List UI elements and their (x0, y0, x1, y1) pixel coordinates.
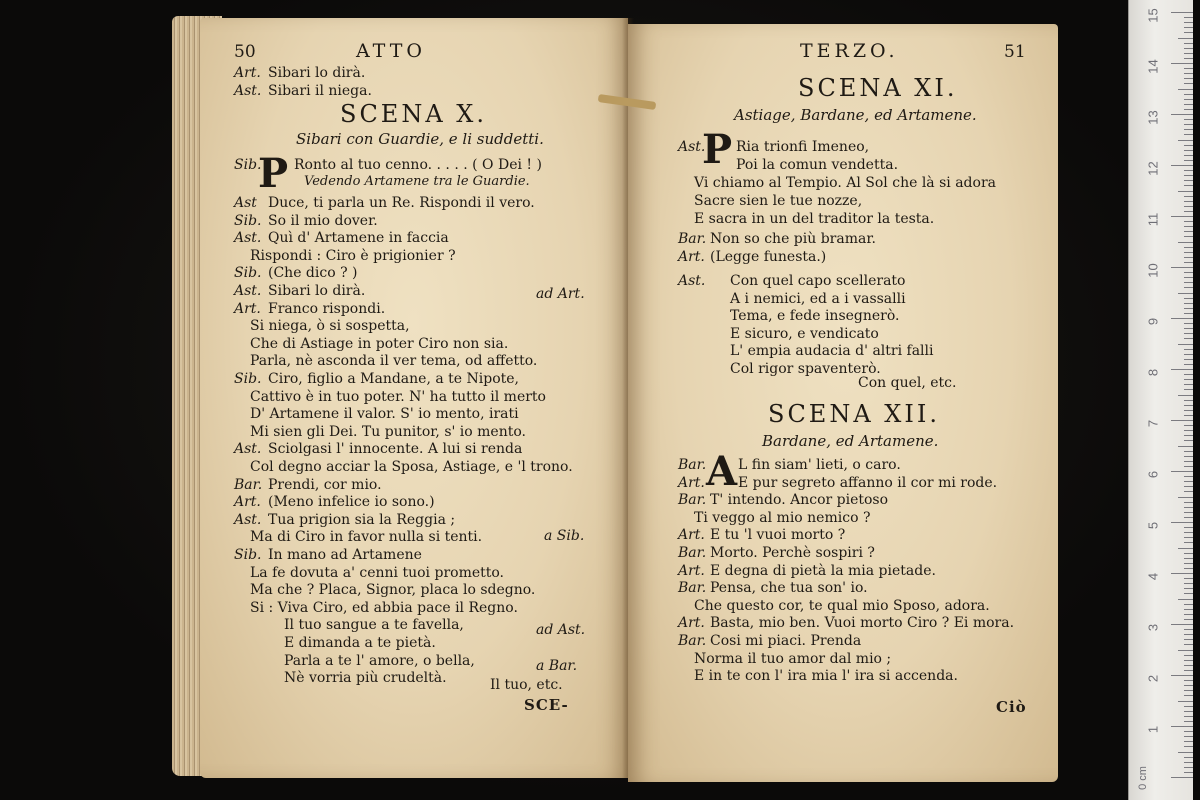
speaker-label: Sib. (234, 157, 262, 173)
ruler-tick (1178, 89, 1193, 90)
ruler-tick (1184, 160, 1193, 161)
ruler-tick (1178, 701, 1193, 702)
dialogue-line: Nè vorria più crudeltà. (284, 670, 447, 687)
drop-cap: P (702, 126, 733, 173)
ruler-tick (1184, 17, 1193, 18)
ruler-tick (1184, 262, 1193, 263)
ruler-tick (1171, 63, 1193, 64)
ruler-tick (1184, 762, 1193, 763)
ruler-tick (1171, 12, 1193, 13)
dialogue-line: E in te con l' ira mia l' ira si accenda. (694, 668, 958, 685)
ruler-tick (1184, 129, 1193, 130)
speaker-label: Sib. (234, 371, 262, 387)
speaker-label: Bar. (678, 492, 707, 509)
ruler-tick (1184, 32, 1193, 33)
ruler-tick (1184, 287, 1193, 288)
ruler-tick (1184, 670, 1193, 671)
scene-title: SCENA X. (340, 100, 487, 128)
page-number: 51 (1004, 42, 1026, 62)
dialogue-line: Si niega, ò si sospetta, (250, 318, 410, 335)
ruler-tick (1184, 308, 1193, 309)
dialogue-line: Vi chiamo al Tempio. Al Sol che là si adora (694, 175, 996, 191)
aria-verse: Tema, e fede insegnerò. (730, 308, 900, 324)
dialogue-line: (Meno infelice io sono.) (268, 494, 435, 511)
ruler-tick (1171, 216, 1193, 217)
dialogue-line: Rispondi : Ciro è prigionier ? (250, 247, 456, 264)
dialogue-line: Sciolgasi l' innocente. A lui si renda (268, 441, 523, 458)
dialogue-line: Parla a te l' amore, o bella, (284, 652, 475, 669)
dialogue-line: Morto. Perchè sospiri ? (710, 545, 875, 561)
dialogue-line: Cosi mi piaci. Prenda (710, 633, 862, 649)
ruler-label: 1 (1145, 725, 1161, 734)
ruler-tick (1184, 746, 1193, 747)
scene-title: SCENA XII. (768, 400, 940, 428)
speaker-label: Art. (678, 474, 705, 491)
ruler-label: 15 (1145, 8, 1161, 23)
ruler-label: 13 (1145, 110, 1161, 125)
ruler-tick (1184, 690, 1193, 691)
ruler-tick (1184, 247, 1193, 248)
ruler-tick (1184, 430, 1193, 431)
aside-direction: ad Art. (536, 286, 585, 302)
ruler-tick (1184, 634, 1193, 635)
ruler-tick (1171, 777, 1193, 778)
dialogue-line: Ma di Ciro in favor nulla si tenti. (250, 529, 483, 546)
ruler-label: 6 (1145, 470, 1161, 479)
ruler-tick (1184, 568, 1193, 569)
ruler-label: 5 (1145, 521, 1161, 530)
ruler-tick (1184, 328, 1193, 329)
ruler-tick (1184, 757, 1193, 758)
ruler-tick (1171, 420, 1193, 421)
speaker-label: Ast. (234, 83, 262, 99)
ruler-tick (1184, 741, 1193, 742)
ruler-tick (1184, 619, 1193, 620)
ruler-tick (1184, 400, 1193, 401)
aside-direction: a Sib. (544, 528, 585, 544)
dialogue-line: La fe dovuta a' cenni tuoi prometto. (250, 564, 505, 581)
ruler-tick (1184, 736, 1193, 737)
ruler-tick (1184, 313, 1193, 314)
ruler-tick (1171, 573, 1193, 574)
ruler-tick (1178, 140, 1193, 141)
ruler-tick (1184, 134, 1193, 135)
ruler-tick (1178, 599, 1193, 600)
ruler-tick (1184, 211, 1193, 212)
ruler-tick (1184, 73, 1193, 74)
left-page (200, 18, 628, 778)
da-capo: Il tuo, etc. (490, 677, 563, 693)
ruler-tick (1171, 624, 1193, 625)
speaker-label: Art. (234, 494, 261, 511)
ruler-tick (1184, 58, 1193, 59)
speaker-label: Sib. (234, 212, 262, 229)
dialogue-line: Sibari il niega. (268, 83, 372, 99)
ruler-tick (1184, 588, 1193, 589)
speaker-label: Art. (234, 300, 261, 317)
ruler-tick (1184, 425, 1193, 426)
ruler-tick (1184, 175, 1193, 176)
running-head: ATTO (356, 40, 426, 62)
ruler-tick (1184, 231, 1193, 232)
ruler-tick (1184, 476, 1193, 477)
drop-cap: P (258, 150, 289, 197)
dialogue-line: Ciro, figlio a Mandane, a te Nipote, (268, 371, 519, 387)
ruler-label: 11 (1145, 212, 1161, 227)
speaker-label: Bar. (678, 580, 707, 597)
ruler-tick (1178, 497, 1193, 498)
speaker-label: Art. (678, 527, 705, 544)
ruler-label: 4 (1145, 572, 1161, 581)
ruler-tick (1184, 364, 1193, 365)
ruler-tick (1178, 38, 1193, 39)
ruler-tick (1184, 68, 1193, 69)
stage-direction: Vedendo Artamene tra le Guardie. (304, 174, 530, 189)
drop-cap: A (706, 448, 738, 495)
aria-verse: Con quel capo scellerato (730, 273, 906, 289)
ruler-tick (1184, 354, 1193, 355)
speaker-label: Art. (678, 562, 705, 579)
ruler-tick (1178, 395, 1193, 396)
speaker-label: Ast. (234, 441, 262, 458)
ruler-tick (1184, 440, 1193, 441)
ruler-tick (1184, 185, 1193, 186)
running-head: TERZO. (800, 40, 899, 62)
da-capo: Con quel, etc. (858, 375, 957, 391)
ruler-tick (1184, 252, 1193, 253)
ruler-tick (1171, 471, 1193, 472)
ruler-tick (1171, 369, 1193, 370)
ruler-tick (1184, 578, 1193, 579)
ruler-label: 10 (1145, 263, 1161, 278)
ruler-tick (1184, 644, 1193, 645)
ruler-tick (1184, 405, 1193, 406)
speaker-label: Ast. (678, 139, 706, 155)
speaker-label: Art. (678, 249, 705, 265)
ruler-tick (1184, 685, 1193, 686)
dialogue-line: Franco rispondi. (268, 300, 386, 317)
catchword: Ciò (996, 698, 1027, 716)
ruler-label: 9 (1145, 317, 1161, 326)
ruler-tick (1178, 548, 1193, 549)
ruler-tick (1184, 221, 1193, 222)
dialogue-line: So il mio dover. (268, 212, 378, 229)
right-page (628, 24, 1058, 782)
dialogue-line: E degna di pietà la mia pietade. (710, 562, 936, 579)
ruler-tick (1184, 614, 1193, 615)
ruler-tick (1184, 282, 1193, 283)
speaker-label: Ast (234, 195, 257, 211)
ruler-tick (1184, 78, 1193, 79)
ruler-label: 3 (1145, 623, 1161, 632)
ruler-tick (1184, 384, 1193, 385)
ruler-tick (1184, 374, 1193, 375)
ruler-tick (1184, 27, 1193, 28)
dialogue-line: Ma che ? Placa, Signor, placa lo sdegno. (250, 582, 536, 599)
ruler-tick (1184, 716, 1193, 717)
dialogue-line: Tua prigion sia la Reggia ; (268, 511, 456, 528)
ruler-tick (1184, 558, 1193, 559)
speaker-label: Sib. (234, 547, 262, 563)
dialogue-line: Parla, nè asconda il ver tema, od affetto. (250, 353, 538, 370)
ruler-tick (1184, 772, 1193, 773)
ruler-tick (1184, 272, 1193, 273)
dialogue-line: Quì d' Artamene in faccia (268, 230, 449, 247)
dialogue-line: Ti veggo al mio nemico ? (694, 509, 871, 526)
ruler-tick (1184, 435, 1193, 436)
dialogue-line: T' intendo. Ancor pietoso (710, 492, 889, 509)
ruler-tick (1184, 201, 1193, 202)
speaker-label: Ast. (234, 230, 262, 247)
speaker-label: Bar. (678, 633, 707, 649)
aside-direction: ad Ast. (536, 622, 586, 638)
ruler-tick (1184, 99, 1193, 100)
ruler-tick (1171, 726, 1193, 727)
ruler-tick (1184, 680, 1193, 681)
ruler-tick (1184, 22, 1193, 23)
ruler-tick (1184, 502, 1193, 503)
dialogue-line: Il tuo sangue a te favella, (284, 617, 464, 634)
ruler-tick (1171, 114, 1193, 115)
ruler-tick (1184, 609, 1193, 610)
ruler-label: 12 (1145, 161, 1161, 176)
ruler-tick (1184, 593, 1193, 594)
ruler-tick (1184, 481, 1193, 482)
ruler-tick (1184, 298, 1193, 299)
ruler-tick (1184, 206, 1193, 207)
dialogue-line: Norma il tuo amor dal mio ; (694, 650, 892, 667)
page-number: 50 (234, 42, 256, 62)
ruler-tick (1184, 155, 1193, 156)
ruler-tick (1184, 542, 1193, 543)
ruler-tick (1184, 43, 1193, 44)
dialogue-line: Ronto al tuo cenno. . . . . ( O Dei ! ) (294, 157, 542, 173)
ruler-tick (1171, 165, 1193, 166)
dialogue-line: Mi sien gli Dei. Tu punitor, s' io mento. (250, 423, 526, 440)
ruler-tick (1184, 731, 1193, 732)
dialogue-line: Basta, mio ben. Vuoi morto Ciro ? Ei mora. (710, 615, 1015, 632)
ruler-tick (1184, 303, 1193, 304)
ruler-tick (1171, 267, 1193, 268)
ruler-tick (1184, 104, 1193, 105)
measurement-ruler (1128, 0, 1193, 800)
ruler-tick (1184, 170, 1193, 171)
ruler-tick (1184, 109, 1193, 110)
dialogue-line: E sacra in un del traditor la testa. (694, 211, 935, 227)
scene-subtitle: Bardane, ed Artamene. (762, 432, 939, 450)
ruler-tick (1184, 461, 1193, 462)
speaker-label: Bar. (234, 476, 263, 493)
dialogue-line: Prendi, cor mio. (268, 476, 382, 493)
ruler-tick (1184, 583, 1193, 584)
dialogue-line: Che di Astiage in poter Ciro non sia. (250, 335, 509, 352)
aria-verse: Col rigor spaventerò. (730, 360, 881, 377)
ruler-tick (1184, 512, 1193, 513)
dialogue-line: Sibari lo dirà. (268, 65, 366, 81)
ruler-tick (1171, 318, 1193, 319)
ruler-tick (1184, 83, 1193, 84)
speaker-label: Bar. (678, 457, 707, 473)
ruler-tick (1184, 119, 1193, 120)
ruler-tick (1184, 226, 1193, 227)
dialogue-line: Col degno acciar la Sposa, Astiage, e 'l trono. (250, 459, 573, 475)
speaker-label: Ast. (678, 273, 706, 289)
aria-verse: L' empia audacia d' altri falli (730, 343, 934, 359)
ruler-tick (1184, 721, 1193, 722)
dialogue-line: E pur segreto affanno il cor mi rode. (738, 474, 998, 491)
ruler-label: 14 (1145, 59, 1161, 74)
dialogue-line: D' Artamene il valor. S' io mento, irati (250, 406, 519, 423)
dialogue-line: Duce, ti parla un Re. Rispondi il vero. (268, 195, 535, 211)
catchword: SCE- (524, 696, 569, 714)
ruler-tick (1184, 180, 1193, 181)
ruler-label: 2 (1145, 674, 1161, 683)
dialogue-line: (Legge funesta.) (710, 249, 827, 265)
ruler-label: 8 (1145, 368, 1161, 377)
ruler-tick (1178, 242, 1193, 243)
aria-verse: E sicuro, e vendicato (730, 325, 879, 342)
ruler-tick (1184, 532, 1193, 533)
ruler-tick (1184, 338, 1193, 339)
ruler-tick (1184, 48, 1193, 49)
ruler-tick (1184, 145, 1193, 146)
ruler-tick (1184, 517, 1193, 518)
ruler-tick (1184, 257, 1193, 258)
ruler-tick (1171, 522, 1193, 523)
ruler-tick (1178, 191, 1193, 192)
speaker-label: Sib. (234, 265, 262, 282)
ruler-tick (1184, 537, 1193, 538)
ruler-tick (1184, 665, 1193, 666)
ruler-tick (1184, 466, 1193, 467)
ruler-tick (1184, 695, 1193, 696)
speaker-label: Bar. (678, 545, 707, 561)
speaker-label: Ast. (234, 283, 262, 299)
dialogue-line: L fin siam' lieti, o caro. (738, 457, 901, 473)
ruler-tick (1184, 415, 1193, 416)
ruler-tick (1184, 527, 1193, 528)
speaker-label: Bar. (678, 231, 707, 247)
aside-direction: a Bar. (536, 658, 578, 674)
ruler-tick (1184, 379, 1193, 380)
ruler-tick (1184, 333, 1193, 334)
ruler-tick (1184, 604, 1193, 605)
ruler-tick (1178, 650, 1193, 651)
ruler-tick (1184, 389, 1193, 390)
ruler-tick (1184, 486, 1193, 487)
ruler-tick (1184, 94, 1193, 95)
ruler-unit-label: 0 cm (1136, 766, 1149, 790)
dialogue-line: Cattivo è in tuo poter. N' ha tutto il merto (250, 388, 546, 405)
ruler-tick (1178, 752, 1193, 753)
ruler-tick (1184, 236, 1193, 237)
ruler-tick (1184, 507, 1193, 508)
dialogue-line: Non so che più bramar. (710, 231, 876, 247)
ruler-tick (1184, 767, 1193, 768)
ruler-tick (1184, 491, 1193, 492)
ruler-tick (1184, 53, 1193, 54)
speaker-label: Art. (234, 65, 261, 81)
ruler-tick (1171, 675, 1193, 676)
ruler-tick (1184, 655, 1193, 656)
dialogue-line: E tu 'l vuoi morto ? (710, 527, 846, 544)
scene-title: SCENA XI. (798, 74, 958, 102)
scene-subtitle: Sibari con Guardie, e li suddetti. (296, 130, 544, 148)
ruler-label: 7 (1145, 419, 1161, 428)
ruler-tick (1184, 150, 1193, 151)
dialogue-line: Ria trionfi Imeneo, (736, 139, 870, 155)
dialogue-line: In mano ad Artamene (268, 547, 422, 563)
ruler-tick (1184, 277, 1193, 278)
ruler-tick (1184, 553, 1193, 554)
ruler-tick (1184, 706, 1193, 707)
ruler-tick (1184, 629, 1193, 630)
ruler-tick (1178, 293, 1193, 294)
dialogue-line: Si : Viva Ciro, ed abbia pace il Regno. (250, 599, 518, 616)
aria-verse: A i nemici, ed a i vassalli (730, 290, 906, 307)
ruler-tick (1184, 359, 1193, 360)
dialogue-line: (Che dico ? ) (268, 265, 358, 282)
dialogue-line: Sacre sien le tue nozze, (694, 193, 863, 209)
ruler-tick (1184, 711, 1193, 712)
ruler-tick (1184, 451, 1193, 452)
ruler-tick (1184, 410, 1193, 411)
dialogue-line: Poi la comun vendetta. (736, 157, 899, 173)
dialogue-line: Sibari lo dirà. (268, 283, 366, 299)
ruler-tick (1184, 639, 1193, 640)
ruler-tick (1178, 344, 1193, 345)
dialogue-line: E dimanda a te pietà. (284, 635, 436, 651)
ruler-tick (1184, 456, 1193, 457)
ruler-tick (1178, 446, 1193, 447)
speaker-label: Art. (678, 615, 705, 632)
ruler-tick (1184, 563, 1193, 564)
scene-subtitle: Astiage, Bardane, ed Artamene. (734, 106, 977, 124)
ruler-tick (1184, 124, 1193, 125)
ruler-tick (1184, 196, 1193, 197)
ruler-tick (1184, 660, 1193, 661)
dialogue-line: Che questo cor, te qual mio Sposo, adora. (694, 597, 990, 614)
ruler-tick (1184, 349, 1193, 350)
dialogue-line: Pensa, che tua son' io. (710, 580, 868, 597)
speaker-label: Ast. (234, 511, 262, 528)
ruler-tick (1184, 323, 1193, 324)
